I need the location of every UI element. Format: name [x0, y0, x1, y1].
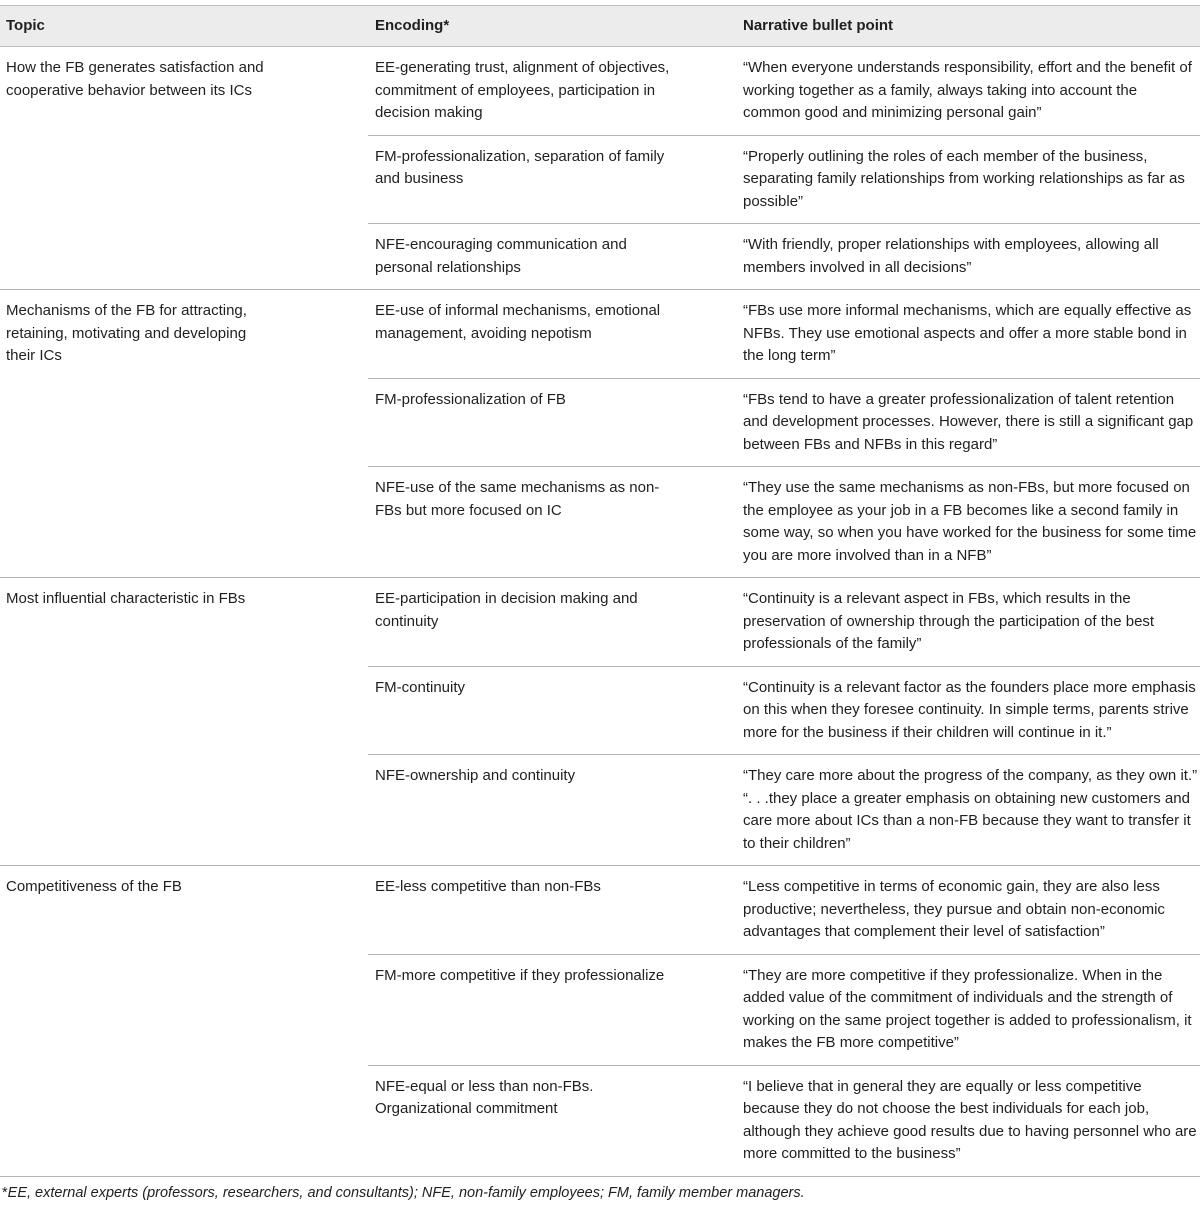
table-header-row [0, 5, 1200, 47]
encoding-cell: NFE-encouraging communication and personal relationships [375, 236, 627, 276]
footnote-mark: * [2, 1184, 8, 1201]
table-footnote [0, 1183, 1200, 1203]
table-row [368, 378, 1200, 467]
narrative-cell: “Properly outlining the roles of each member of the business, separating family relationships from working relationships as far as possible” [743, 147, 1185, 210]
table-row [368, 866, 1200, 954]
encoding-cell: EE-participation in decision making and continuity [375, 590, 638, 630]
narrative-cell: “With friendly, proper relationships with employees, allowing all members involved in all decisions” [743, 236, 1159, 276]
table-row [368, 466, 1200, 577]
column-header-topic: Topic [6, 17, 45, 34]
narrative-cell: “I believe that in general they are equally or less competitive because they do not choose the best individuals for each job, although they achieve good results due to having personnel who are more committed to the business” [743, 1077, 1197, 1162]
topic-group [0, 47, 1200, 290]
narrative-cell: “Continuity is a relevant factor as the founders place more emphasis on this when they foresee continuity. In simple terms, parents strive more for the business if their children will continue in it.” [743, 678, 1196, 741]
topic-group [0, 866, 1200, 1177]
topic-group [0, 578, 1200, 866]
table-row [368, 666, 1200, 755]
topic-group [0, 290, 1200, 578]
table-row [368, 578, 1200, 666]
encoding-cell: FM-professionalization of FB [375, 390, 566, 408]
encoding-cell: EE-less competitive than non-FBs [375, 878, 601, 895]
topic-cell: Mechanisms of the FB for attracting, retaining, motivating and developing their ICs [6, 302, 247, 364]
encoding-cell: FM-professionalization, separation of family and business [375, 147, 665, 187]
narrative-cell: “Less competitive in terms of economic gain, they are also less productive; nevertheless, they pursue and obtain non-economic advantages that complement their level of satisfaction” [743, 878, 1165, 940]
topic-cell: Competitiveness of the FB [6, 878, 182, 895]
column-header-encoding: Encoding* [375, 17, 450, 34]
table-row [368, 135, 1200, 224]
narrative-cell: “Continuity is a relevant aspect in FBs, which results in the preservation of ownership through the participation of the best professionals of the family” [743, 590, 1155, 652]
encoding-cell: FM-continuity [375, 678, 466, 696]
table-row [368, 754, 1200, 865]
table-row [368, 223, 1200, 289]
narrative-cell: “They care more about the progress of the company, as they own it.” “. . .they place a greater emphasis on obtaining new customers and care more about ICs than a non-FB because they want to transfer it to their children” [743, 767, 1198, 852]
table-row [368, 1065, 1200, 1176]
encoding-cell: FM-more competitive if they professionalize [375, 966, 665, 984]
table-row [368, 47, 1200, 135]
encoding-cell: NFE-equal or less than non-FBs. Organizational commitment [375, 1077, 594, 1117]
column-header-narrative: Narrative bullet point [743, 17, 894, 34]
narrative-cell: “They use the same mechanisms as non-FBs, but more focused on the employee as your job in a FB becomes like a second family in some way, so when you have worked for the business for some time you are more involved than in a NFB” [743, 479, 1197, 564]
table-row [368, 290, 1200, 378]
narrative-cell: “When everyone understands responsibility, effort and the benefit of working together as a family, always taking into account the common good and minimizing personal gain” [743, 59, 1192, 121]
table-row [368, 954, 1200, 1065]
topic-cell: How the FB generates satisfaction and cooperative behavior between its ICs [6, 59, 264, 99]
narrative-cell: “FBs tend to have a greater professionalization of talent retention and development processes. However, there is still a significant gap between FBs and NFBs in this regard” [743, 390, 1194, 453]
encoding-cell: NFE-use of the same mechanisms as non-FBs but more focused on IC [375, 479, 660, 519]
encoding-cell: EE-use of informal mechanisms, emotional management, avoiding nepotism [375, 302, 661, 342]
narrative-cell: “FBs use more informal mechanisms, which are equally effective as NFBs. They use emotional aspects and offer a more stable bond in the long term” [743, 302, 1192, 364]
footnote-text: EE, external experts (professors, researchers, and consultants); NFE, non-family employees; FM, family member managers. [7, 1184, 805, 1201]
narrative-cell: “They are more competitive if they professionalize. When in the added value of the commitment of individuals and the strength of working on the same project together is added to professionalism, it makes the FB more competitive” [743, 966, 1192, 1051]
encoding-cell: NFE-ownership and continuity [375, 767, 576, 784]
encoding-cell: EE-generating trust, alignment of objectives, commitment of employees, participation in decision making [375, 59, 670, 121]
topic-cell: Most influential characteristic in FBs [6, 590, 246, 607]
